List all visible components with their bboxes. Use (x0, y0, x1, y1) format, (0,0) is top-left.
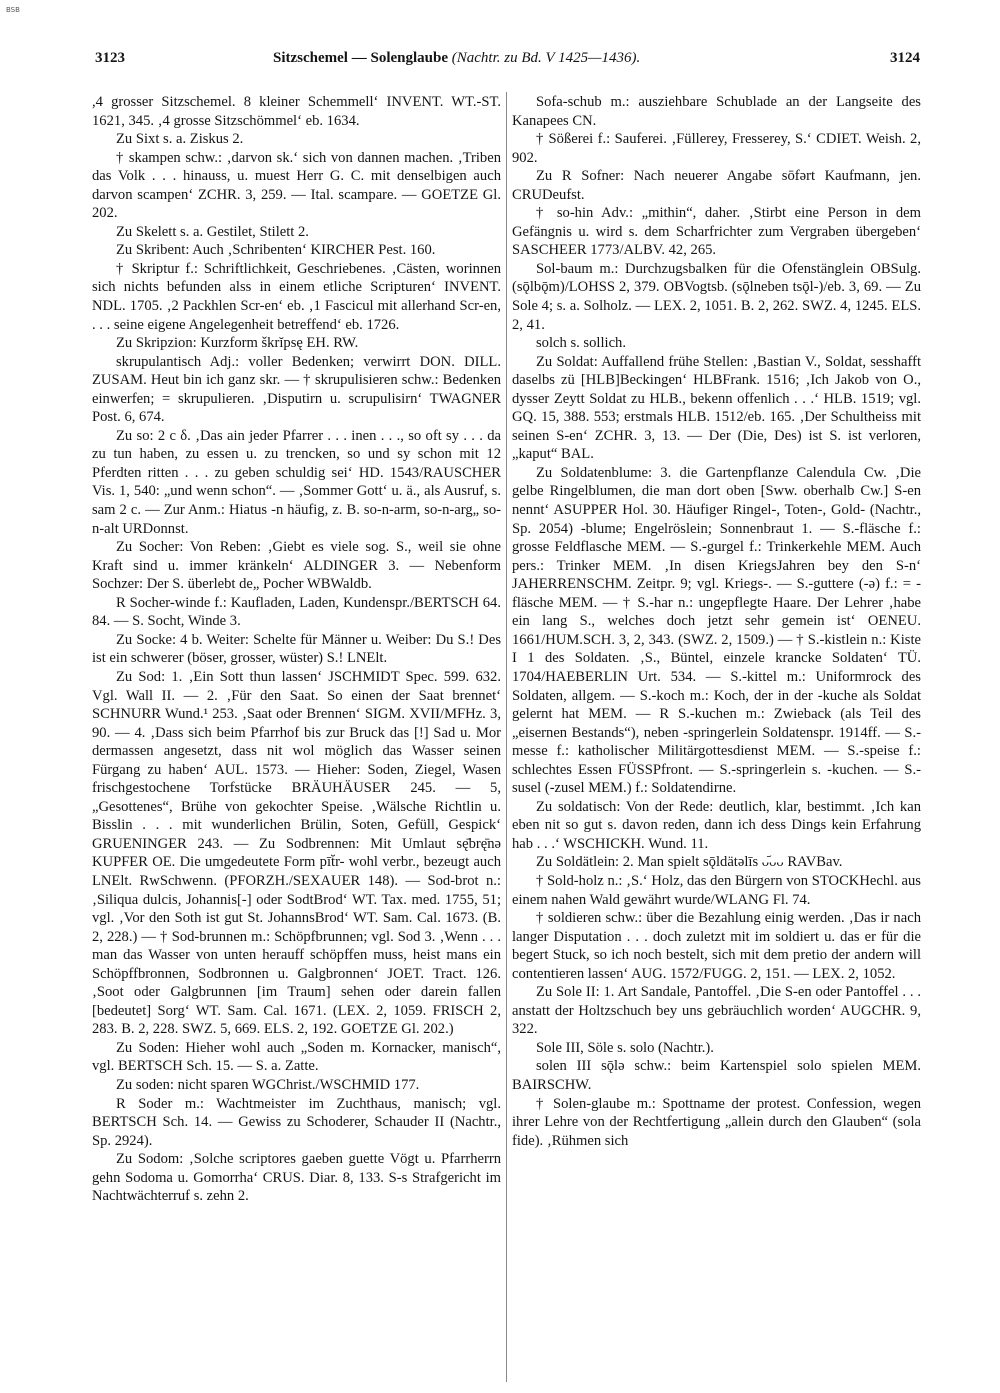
dictionary-entry: Zu Skribent: Auch ‚Schribenten‘ KIRCHER Pest. 160. (116, 242, 436, 259)
dictionary-entry: Sole III, Söle s. solo (Nachtr.). (536, 1039, 714, 1056)
left-column (92, 93, 501, 1383)
dictionary-entry: Zu Soldat: Auffallend frühe Stellen: ‚Bastian V., Soldat, sesshafft daselbs zü [HLB]Beckingen‘ HLBFrank. 1516; ‚Ich Jakob von O., dysser Zeytt Soldat zu HLB., bekenn offenlich . . .‘ HLB. 1519; vgl. GQ. 15, 388. 553; erstmals HLB. 1512/eb. 165. ‚Der Schultheiss mit seinen S-en‘ ZCHR. 3, 13. — Der (Die, Des) ist S. ist verloren, „kaput“ BAL. (512, 353, 921, 463)
right-column (512, 93, 921, 1383)
dictionary-entry: † Skriptur f.: Schriftlichkeit, Geschriebenes. ‚Cästen, worinnen sich nichts befunden alss in einem etliche Scripturen‘ INVENT. NDL. 1705. ‚2 Packhlen Scr-en‘ eb. ‚1 Fascicul mit allerhand Scr-en, . . . seine eigene Angelegenheit betreffend‘ eb. 1726. (92, 260, 501, 333)
dictionary-entry: Zu Skelett s. a. Gestilet, Stilett 2. (116, 223, 309, 240)
dictionary-entry: Zu Skripzion: Kurzform škrĭpsę EH. RW. (116, 335, 359, 352)
dictionary-entry: † so-hin Adv.: „mithin“, daher. ‚Stirbt eine Person in dem Gefängnis u. wird s. dem Scharfrichter zum Vergraben übergeben‘ SASCHEER 1773/ALBV. 42, 265. (512, 205, 921, 259)
dictionary-entry: Zu Sole II: 1. Art Sandale, Pantoffel. ‚Die S-en oder Pantoffel . . . anstatt der Holtzschuch bey uns gebräuchlich worden‘ AUGCHR. 9, 322. (512, 984, 921, 1038)
page-number-right: 3124 (890, 50, 920, 66)
dictionary-entry: skrupulantisch Adj.: voller Bedenken; verwirrt DON. DILL. ZUSAM. Heut bin ich ganz skr. — † skrupulisieren schw.: Bedenken einwerfen; = skrupulieren. ‚Disputirn u. scrupulisirn‘ TWAGNER Post. 6, 674. (92, 353, 501, 426)
dictionary-entry: Sol-baum m.: Durchzugsbalken für die Ofenstänglein OBSulg. (sǭlbǭm)/LOHSS 2, 379. OBVogtsb. (sǭlneben tsǭl-)/eb. 3, 69. — Zu Sole 4; s. a. Solholz. — LEX. 2, 1051. B. 2, 262. SWZ. 4, 1245. ELS. 2, 41. (512, 260, 921, 333)
dictionary-entry: solch s. sollich. (536, 335, 626, 352)
dictionary-entry: solen III sǭlə schw.: beim Kartenspiel solo spielen MEM. BAIRSCHW. (512, 1058, 921, 1093)
dictionary-entry: Zu Sixt s. a. Ziskus 2. (116, 131, 244, 148)
running-title (273, 50, 640, 67)
dictionary-entry: Zu Soldätlein: 2. Man spielt sǭldätəlīs ᴗ᷄ᴗᴗ RAVBav. (536, 854, 843, 871)
dictionary-entry: † Sold-holz n.: ‚S.‘ Holz, das den Bürgern von STOCKHechl. aus einem nahen Wald gewährt wurde/WLANG Fl. 74. (512, 872, 921, 908)
dictionary-entry: Zu R Sofner: Nach neuerer Angabe sōfərt Kaufmann, jen. CRUDeufst. (512, 168, 921, 203)
dictionary-entry: Zu so: 2 c δ. ‚Das ain jeder Pfarrer . . . inen . . ., so oft sy . . . da zu tun haben, zu essen u. zu trencken, so und sy schon mit 12 Pferdten ritten . . . zu geben schuldig sei‘ HD. 1543/RAUSCHER Vis. 1, 540: „und wenn schon“. — ‚Sommer Gott‘ u. ä., als Ausruf, s. sam 2 c. — Zur Anm.: Hiatus -n häufig, z. B. so-n-arm, so-n-arg„ so-n-alt URDonnst. (92, 427, 501, 537)
dictionary-entry: Sofa-schub m.: ausziehbare Schublade an der Langseite des Kanapees CN. (512, 94, 921, 129)
running-title-note: (Nachtr. zu Bd. V 1425—1436). (451, 50, 641, 66)
dictionary-entry: † soldieren schw.: über die Bezahlung einig werden. ‚Das ir nach langer Disputation . . . doch zuletzt mit im soldiert u. das er für die begert Stuck, so ich noch bestelt, sich mit dem pretio der andern will contentieren lassen‘ AUG. 1572/FUGG. 2, 151. — LEX. 2, 1052. (512, 910, 921, 982)
dictionary-entry: Zu Socher: Von Reben: ‚Giebt es viele sog. S., weil sie ohne Kraft sind u. immer kränkeln‘ ALDINGER 3. — Nebenform Sochzer: Der S. überlebt de„ Pocher WBWaldb. (92, 539, 501, 593)
dictionary-entry: † Solen-glaube m.: Spottname der protest. Confession, wegen ihrer Lehre von der Rechtfertigung „allein durch den Glauben“ (sola fide). ‚Rühmen sich (512, 1095, 921, 1149)
dictionary-entry: † skampen schw.: ‚darvon sk.‘ sich von dannen machen. ‚Triben das Volk . . . hinauss, u. muest Herr G. C. mit denselbigen auch darvon scampen‘ ZCHR. 3, 259. — Ital. scampare. — GOETZE Gl. 202. (92, 149, 501, 222)
running-header (95, 50, 920, 76)
dictionary-entry: Zu soden: nicht sparen WGChrist./WSCHMID 177. (116, 1076, 420, 1093)
dictionary-entry: R Soder m.: Wachtmeister im Zuchthaus, manisch; vgl. BERTSCH Sch. 14. — Gewiss zu Schoderer, Schauder II (Nachtr., Sp. 2924). (92, 1095, 501, 1149)
dictionary-entry: Zu Soden: Hieher wohl auch „Soden m. Kornacker, manisch“, vgl. BERTSCH Sch. 15. — S. a. Zatte. (92, 1039, 501, 1075)
page-number-left: 3123 (95, 50, 125, 66)
dictionary-entry: R Socher-winde f.: Kaufladen, Laden, Kundenspr./BERTSCH 64. 84. — S. Socht, Winde 3. (92, 594, 501, 630)
column-divider (506, 92, 507, 1382)
dictionary-entry: Zu Sodom: ‚Solche scriptores gaeben guette Vögt u. Pfarrherrn gehn Sodoma u. Gomorrha‘ CRUS. Diar. 8, 133. S-s Strafgericht im Nachtwächterruf s. zehn 2. (92, 1151, 501, 1205)
dictionary-entry: † Sößerei f.: Sauferei. ‚Füllerey, Fresserey, S.‘ CDIET. Weish. 2, 902. (512, 131, 921, 166)
running-title-main: Sitzschemel — Solenglaube (273, 50, 448, 66)
dictionary-entry: ,4 grosser Sitzschemel. 8 kleiner Schemmell‘ INVENT. WT.-ST. 1621, 345. ‚4 grosse Sitzschömmel‘ eb. 1634. (92, 94, 501, 129)
dictionary-entry: Zu Sod: 1. ‚Ein Sott thun lassen‘ JSCHMIDT Spec. 599. 632. Vgl. Wall II. — 2. ‚Für den Saat. So einen der Saat brennet‘ SCHNURR Wund.¹ 253. ‚Saat oder Brennen‘ SIGM. XVII/MFHz. 3, 90. — 4. ‚Dass sich beim Pfarrhof bis zur Bruck das [!] Sad u. Mor dermassen angesetzt, dass nit wol möglich das Wasser seinen Fürgang zu haben‘ AUL. 1573. — Hieher: Soden, Ziegel, Wasen frischgestochene Torfstücke BRÄUHÄUSER 245. — 5, „Gesottenes“, Brühe von gekochter Speise. ‚Wälsche Richtlin u. Bisslin . . . mit wunderlichen Brülin, Soten, Gefüll, Gespick‘ GRUENINGER 243. — Zu Sodbrennen: Mit Umlaut sę̄brę̄nə KUPFER OE. Die umgedeutete Form pīt̆r- wohl verbr., bezeugt auch LNElt. RwSchwenn. (PFORZH./SEXAUER 148). — Sod-brot n.: ‚Siliqua dulcis, Johannis[-] oder SodtBrod‘ WT. Tax. med. 1755, 51; vgl. ‚Vor den Soth ist gut St. JohannsBrod‘ WT. Sam. Cal. 1673. (B. 2, 228.) — † Sod-brunnen m.: Schöpfbrunnen; vgl. Sod 3. ‚Wenn . . . man das Wasser von unten herauff schöpffen muss, heist mans ein Schöpffbronnen, Sodbronnen u. Galgbronnen‘ JOET. Tract. 126. ‚Soot oder Galgbrunnen [im Traum] sehen oder darein fallen [bedeutet] Sorg‘ WT. Sam. Cal. 1671. (LEX. 2, 1059. FRISCH 2, 283. B. 2, 228. SWZ. 5, 669. ELS. 2, 192. GOETZE Gl. 202.) (92, 668, 501, 1038)
dictionary-entry: Zu soldatisch: Von der Rede: deutlich, klar, bestimmt. ‚Ich kan eben nit so gut s. davon reden, dann ich dess Dings kein Erfahrung hab . . .‘ WSCHICKH. Wund. 11. (512, 798, 921, 852)
dictionary-entry: Zu Soldatenblume: 3. die Gartenpflanze Calendula Cw. ‚Die gelbe Ringelblumen, die man dort oben [Sww. oberhalb Cw.] S-en nennt‘ ASUPPER Hol. 30. Häufiger Ringel-, Toten-, Gold- (Nachtr., Sp. 2054) -blume; Engelröslein; Sonnenbraut 1. — S.-fläsche f.: grosse Feldflasche MEM. — S.-gurgel f.: Trinkerkehle MEM. Auch pers.: Trinker MEM. ‚In disen KriegsJahren bey den S-n‘ JAHERRENSCHM. Zeitpr. 9; vgl. Kriegs-. — S.-guttere (-ə) f.: = -fläsche MEM. — † S.-har n.: ungepflegte Haare. Der Lehrer ‚habe ein lang S., welches doch jetzt sehr gemein ist‘ OENEU. 1661/HUM.SCH. 3, 2, 343. (SWZ. 2, 1509.) — † S.-kistlein n.: Kiste I 1 des Soldaten. ‚S., Büntel, einzele krancke Soldaten‘ TÜ. 1704/HAEBERLIN Urt. 534. — S.-kittel m.: Uniformrock des Soldaten, allgem. — S.-koch m.: Koch, der in der -kuche als Soldat gelernt hat MEM. — R S.-kuchen m.: Zwieback (als Teil des „eisernen Bestands“), neben -springerlein Soldatenspr. 1914ff. — S.-messe f.: katholischer Militärgottesdienst MEM. — S.-speise f.: schlechtes Essen FÜSSPfront. — S.-springerlein s. -kuchen. — S.-susel (-zusel MEM.) f.: Soldatendirne. (512, 464, 921, 797)
dictionary-entry: Zu Socke: 4 b. Weiter: Schelte für Männer u. Weiber: Du S.! Des ist ein schwerer (böser, grosser, wüster) S.! LNElt. (92, 631, 501, 667)
library-stamp: BSB (6, 6, 20, 14)
